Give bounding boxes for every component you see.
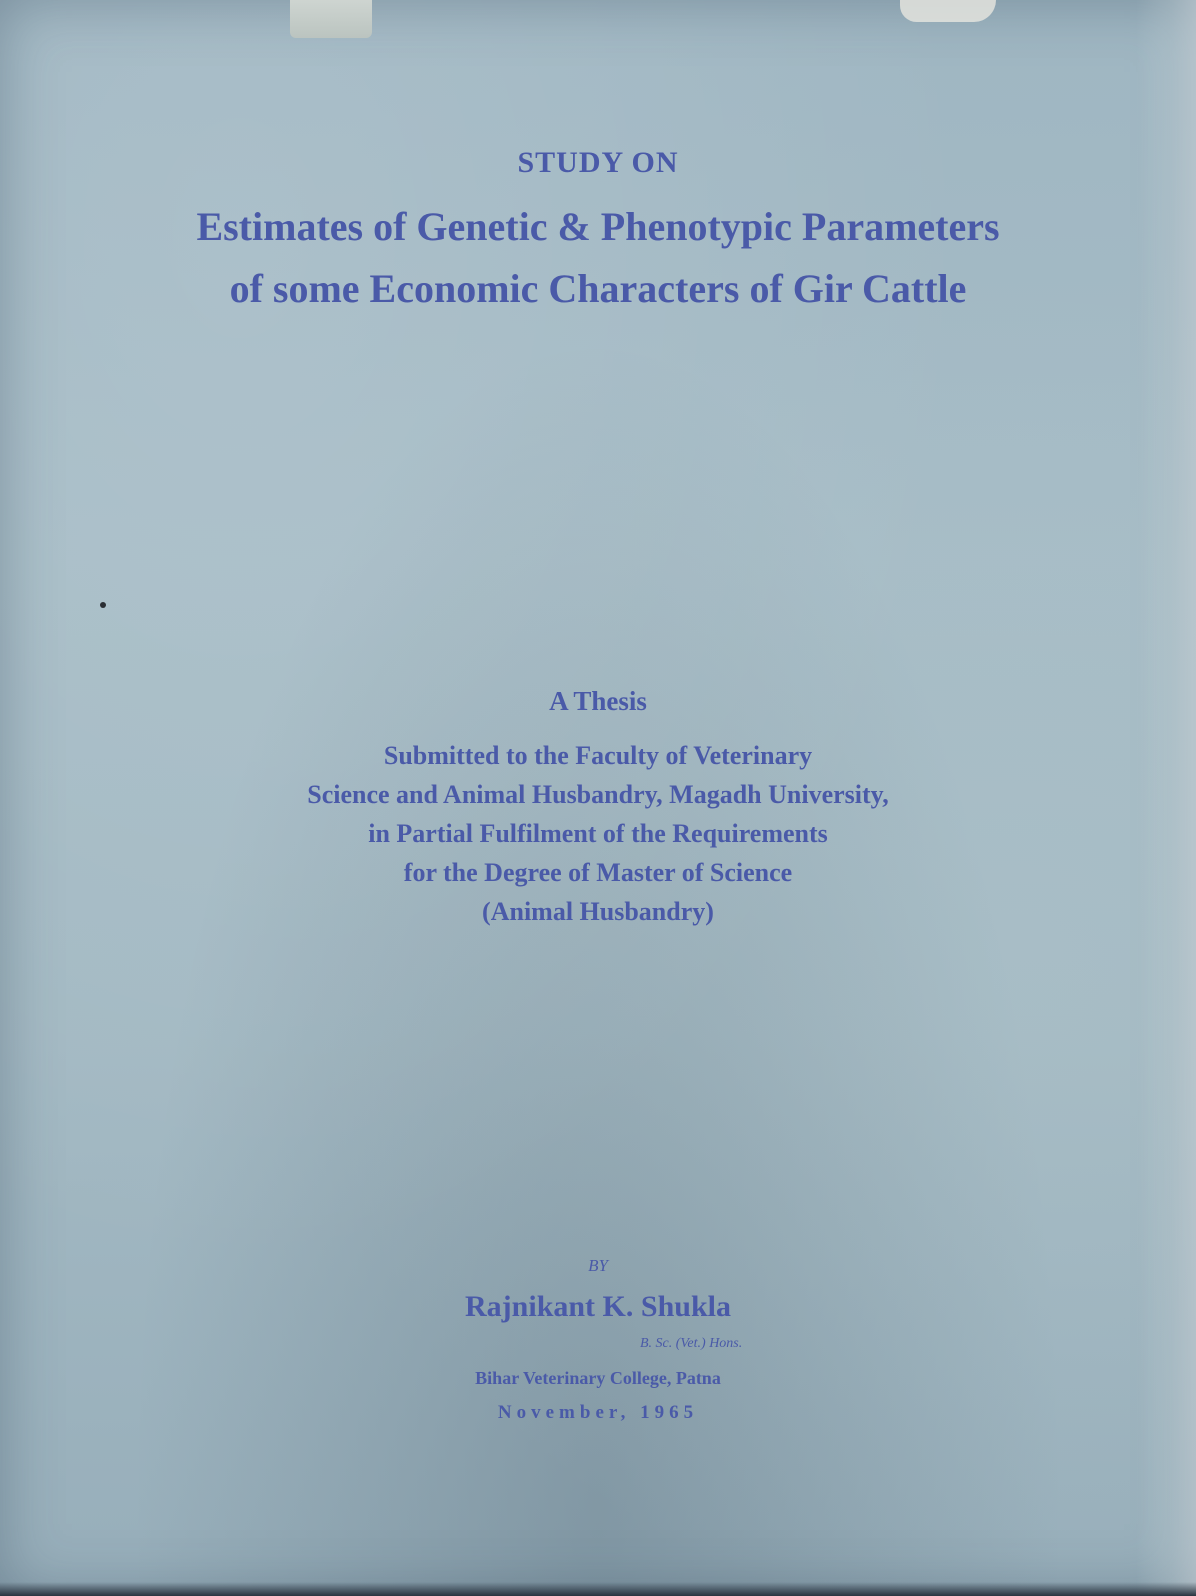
by-label: BY — [588, 1256, 608, 1275]
torn-corner — [900, 0, 996, 22]
thesis-label: A Thesis — [549, 686, 647, 716]
bottom-edge-shadow — [0, 1582, 1196, 1596]
submission-line: (Animal Husbandry) — [482, 897, 714, 926]
submission-line: for the Degree of Master of Science — [403, 858, 793, 887]
ink-speck — [100, 602, 106, 608]
submission-line: Science and Animal Husbandry, Magadh University, — [307, 780, 889, 809]
cover-heading: STUDY ON — [517, 146, 679, 179]
author-degree: B. Sc. (Vet.) Hons. — [640, 1336, 743, 1351]
submission-statement — [0, 736, 1196, 931]
submission-date: November, 1965 — [497, 1402, 699, 1423]
submission-line: Submitted to the Faculty of Veterinary — [383, 741, 813, 770]
submission-line: in Partial Fulfilment of the Requirements — [368, 819, 828, 848]
library-label-tag — [290, 0, 372, 38]
author-name: Rajnikant K. Shukla — [465, 1290, 731, 1323]
thesis-title — [0, 196, 1196, 320]
title-line: Estimates of Genetic & Phenotypic Parameters — [196, 204, 1000, 249]
college-name: Bihar Veterinary College, Patna — [475, 1368, 721, 1388]
title-line: of some Economic Characters of Gir Cattle — [229, 266, 967, 311]
